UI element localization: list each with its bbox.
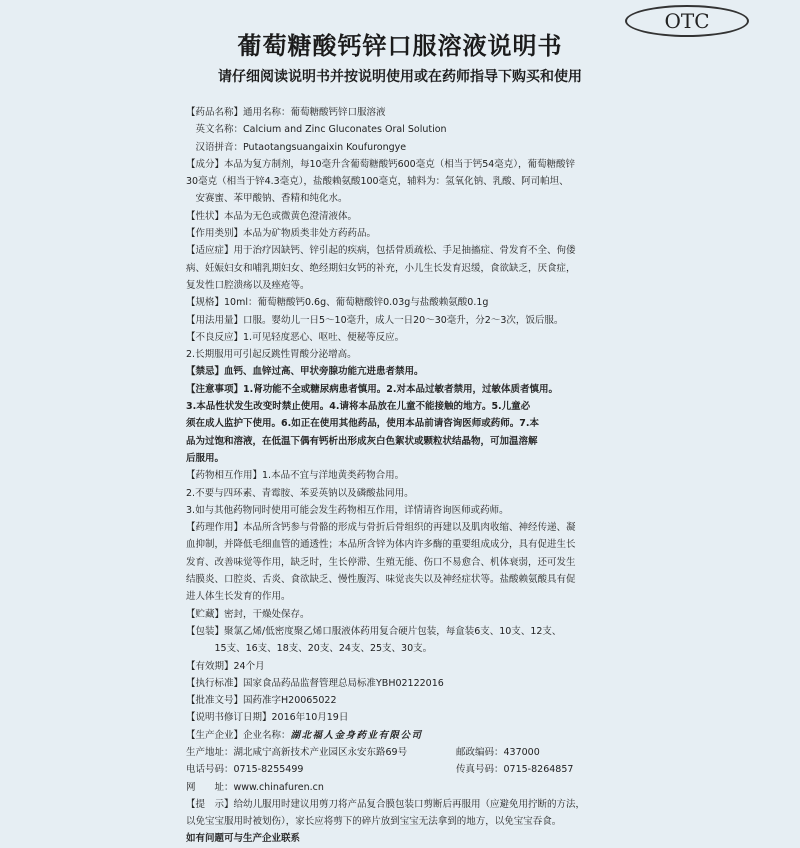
phone-line <box>186 761 626 778</box>
shelf-life-line: 【有效期】24个月 <box>186 660 265 672</box>
packaging-line: 【包装】聚氯乙烯/低密度聚乙烯口服液体药用复合硬片包装，每盒装6支、10支、12支、 <box>186 625 562 637</box>
document-title: 葡萄糖酸钙锌口服溶液说明书 <box>237 32 563 60</box>
indications-line: 病、妊娠妇女和哺乳期妇女、绝经期妇女钙的补充，小儿生长发育迟缓，食欲缺乏，厌食症， <box>186 262 576 274</box>
precautions-line: 3.本品性状发生改变时禁止使用。4.请将本品放在儿童不能接触的地方。5.儿童必 <box>186 401 531 413</box>
interactions-line: 【药物相互作用】1.本品不宜与洋地黄类药物合用。 <box>186 470 405 482</box>
ingredients-line: 安赛蜜、苯甲酸钠、香精和纯化水。 <box>186 193 348 205</box>
ingredients-line: 30毫克（相当于锌4.3毫克），盐酸赖氨酸100毫克，辅料为：氢氧化钠、乳酸、阿司帕坦、 <box>186 176 569 188</box>
interactions-line: 2.不要与四环素、青霉胺、苯妥英钠以及磷酸盐同用。 <box>186 487 414 499</box>
manufacturer-label: 【生产企业】企业名称： <box>186 729 291 741</box>
indications-line: 【适应症】用于治疗因缺钙、锌引起的疾病，包括骨质疏松、手足抽搐症、骨发育不全、佝偻 <box>186 245 576 257</box>
manufacturer-line <box>186 727 626 744</box>
pharmacology-line: 进人体生长发育的作用。 <box>186 591 291 603</box>
indications-line: 复发性口腔溃疡以及痤疮等。 <box>186 279 310 291</box>
pharmacology-line: 结膜炎、口腔炎、舌炎、食欲缺乏、慢性腹泻、味觉丧失以及神经症状等。盐酸赖氨酸具有促 <box>186 574 576 586</box>
precautions-line: 【注意事项】1.肾功能不全或糖尿病患者慎用。2.对本品过敏者禁用，过敏体质者慎用。 <box>186 383 558 395</box>
specification-line: 【规格】10ml：葡萄糖酸钙0.6g、葡萄糖酸锌0.03g与盐酸赖氨酸0.1g <box>186 297 489 309</box>
website-line: 网 址：www.chinafuren.cn <box>186 781 324 793</box>
pinyin-name-line: 汉语拼音：Putaotangsuangaixin Koufurongye <box>186 141 407 153</box>
ingredients-line: 【成分】本品为复方制剂，每10毫升含葡萄糖酸钙600毫克（相当于钙54毫克），葡萄糖酸锌 <box>186 158 576 170</box>
tips-line: 以免宝宝服用时被划伤），家长应将剪下的碎片放到宝宝无法拿到的地方，以免宝宝吞食。 <box>186 816 562 828</box>
storage-line: 【贮藏】密封，干燥处保存。 <box>186 608 310 620</box>
standard-line: 【执行标准】国家食品药品监督管理总局标准YBH02122016 <box>186 677 444 689</box>
english-name-line: 英文名称：Calcium and Zinc Gluconates Oral Solution <box>186 124 447 136</box>
revision-date-line: 【说明书修订日期】2016年10月19日 <box>186 712 349 724</box>
otc-badge: OTC <box>625 5 749 37</box>
footer-contact-note: 如有问题可与生产企业联系 <box>186 833 301 845</box>
contraindications-line: 【禁忌】血钙、血锌过高、甲状旁腺功能亢进患者禁用。 <box>186 366 424 378</box>
pharmacology-line: 【药理作用】本品所含钙参与骨骼的形成与骨折后骨组织的再建以及肌肉收缩、神经传递、凝 <box>186 522 576 534</box>
postcode-text: 邮政编码：437000 <box>456 746 540 758</box>
packaging-line: 15支、16支、18支、20支、24支、25支、30支。 <box>186 643 433 655</box>
precautions-line: 品为过饱和溶液，在低温下偶有钙析出形成灰白色絮状或颗粒状结晶物，可加温溶解 <box>186 435 538 447</box>
precautions-line: 后服用。 <box>186 452 225 464</box>
pharmacology-line: 血抑制，并降低毛细血管的通透性；本品所含锌为体内许多酶的重要组成成分，具有促进生长 <box>186 539 576 551</box>
interactions-line: 3.如与其他药物同时使用可能会发生药物相互作用，详情请咨询医师或药师。 <box>186 504 509 516</box>
drug-name-line: 【药品名称】通用名称：葡萄糖酸钙锌口服溶液 <box>186 107 386 118</box>
address-text: 生产地址：湖北咸宁高新技术产业园区永安东路69号 <box>186 746 408 758</box>
address-line <box>186 744 626 761</box>
adverse-reactions-line: 2.长期服用可引起反跳性胃酸分泌增高。 <box>186 349 357 361</box>
category-line: 【作用类别】本品为矿物质类非处方药药品。 <box>186 228 377 240</box>
dosage-line: 【用法用量】口服。婴幼儿一日5～10毫升，成人一日20～30毫升，分2～3次，饭后服。 <box>186 314 564 326</box>
precautions-line: 须在成人监护下使用。6.如正在使用其他药品，使用本品前请咨询医师或药师。7.本 <box>186 418 539 430</box>
document-subtitle: 请仔细阅读说明书并按说明使用或在药师指导下购买和使用 <box>218 69 582 85</box>
leaflet-body <box>186 104 626 848</box>
phone-text: 电话号码：0715-8255499 <box>186 764 304 776</box>
adverse-reactions-line: 【不良反应】1.可见轻度恶心、呕吐、便秘等反应。 <box>186 331 405 343</box>
fax-text: 传真号码：0715-8264857 <box>456 764 574 776</box>
appearance-line: 【性状】本品为无色或微黄色澄清液体。 <box>186 210 358 222</box>
pharmacology-line: 发育、改善味觉等作用，缺乏时，生长停滞、生殖无能、伤口不易愈合、机体衰弱，还可发生 <box>186 556 576 568</box>
company-name-signature: 湖北福人金身药业有限公司 <box>290 729 423 741</box>
tips-line: 【提 示】给幼儿服用时建议用剪刀将产品复合膜包装口剪断后再服用（应避免用拧断的方法， <box>186 798 586 810</box>
approval-number-line: 【批准文号】国药准字H20065022 <box>186 695 337 707</box>
